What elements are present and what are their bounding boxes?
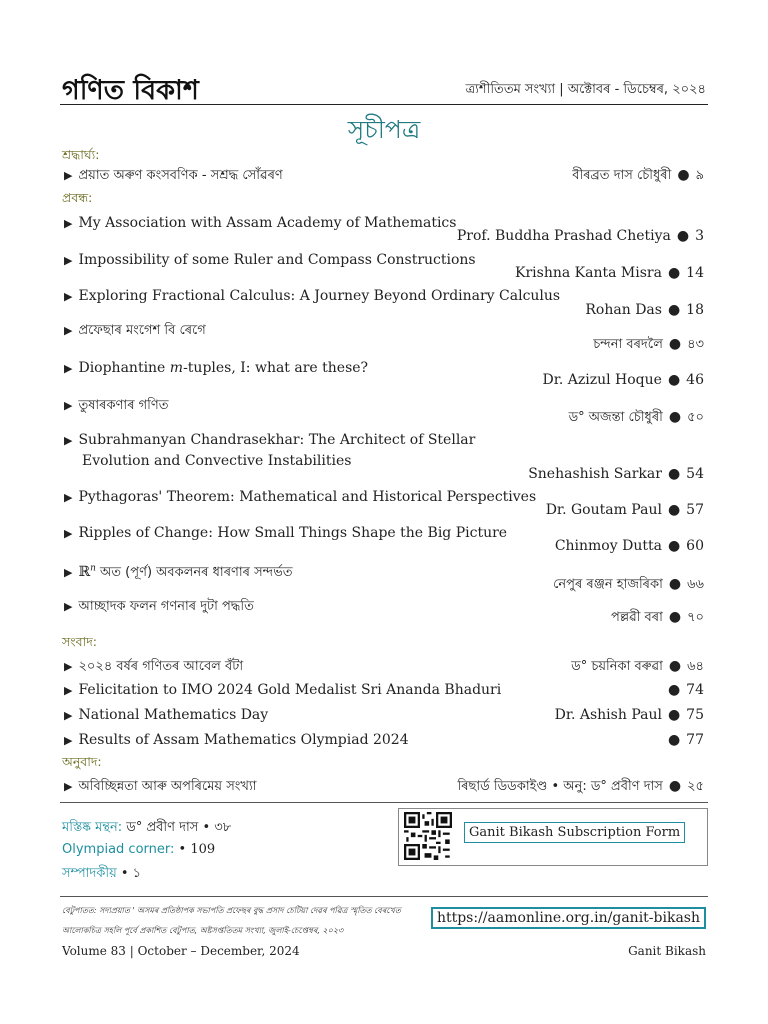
toc-entry-author: Dr. Azizul Hoque ● 46	[542, 372, 704, 388]
toc-entry-author: ● 77	[667, 732, 704, 748]
issue-info: ত্ৰ্যশীতিতম সংখ্যা | অক্টোবৰ - ডিচেম্বৰ, ২০২৪	[465, 82, 706, 97]
toc-entry-author: ৰিছাৰ্ড ডিডকাইণ্ড • অনু: ড° প্ৰবীণ দাস ● ২৫	[457, 778, 704, 794]
toc-entry-title[interactable]: ▶ প্ৰয়াত অৰুণ কংসবণিক - সশ্ৰদ্ধ সোঁৱৰণ	[64, 168, 283, 183]
toc-entry-author: Dr. Goutam Paul ● 57	[545, 502, 704, 518]
section-divider	[60, 802, 708, 803]
toc-entry-title[interactable]: ▶ Subrahmanyan Chandrasekhar: The Architect of Stellar	[64, 432, 476, 448]
footer-divider	[60, 896, 708, 897]
bullet-triangle-icon: ▶	[64, 709, 73, 722]
toc-entry-author: বীৰব্ৰত দাস চৌধুৰী ● ৯	[572, 167, 704, 183]
bullet-triangle-icon: ▶	[64, 290, 73, 303]
toc-entry-title[interactable]: ▶ Pythagoras' Theorem: Mathematical and Historical Perspectives	[64, 489, 537, 505]
cover-caption-line1: বেটুপাতত: সদ্যপ্ৰয়াত ' অসমৰ প্ৰতিষ্ঠাপক সভাপতি প্ৰফেছৰ বুদ্ধ প্ৰসাদ চেটিয়া দেৱৰ পৱিত্ৰ স্মৃতিত বেৰখেত	[62, 906, 401, 915]
journal-title: গণিত বিকাশ	[62, 75, 199, 106]
bullet-triangle-icon: ▶	[64, 217, 73, 230]
bullet-triangle-icon: ▶	[64, 324, 73, 337]
toc-entry-title-continuation: Evolution and Convective Instabilities	[82, 453, 352, 469]
bullet-triangle-icon: ▶	[64, 780, 73, 793]
footer-volume: Volume 83 | October – December, 2024	[62, 944, 300, 958]
section-heading-translation: অনুবাদ:	[62, 754, 102, 769]
toc-entry-author: Snehashish Sarkar ● 54	[528, 466, 704, 482]
brain-teaser-row[interactable]: মস্তিষ্ক মন্থন: ড° প্ৰবীণ দাস • ৩৮	[62, 820, 232, 835]
editorial-row[interactable]: সম্পাদকীয় • ১	[62, 866, 142, 881]
section-heading-articles: প্ৰবন্ধ:	[62, 190, 93, 205]
bullet-triangle-icon: ▶	[64, 566, 73, 579]
toc-entry-author: ড° চয়নিকা বৰুৱা ● ৬৪	[571, 658, 704, 674]
olympiad-corner-row[interactable]: Olympiad corner: • 109	[62, 842, 216, 857]
math-reals-symbol: ℝ	[78, 564, 91, 580]
toc-entry-title[interactable]: ▶ Results of Assam Mathematics Olympiad 2024	[64, 732, 409, 748]
toc-entry-title[interactable]: ▶ ℝ$^n$ অত (পূৰ্ণ) অবকলনৰ ধাৰণাৰ সন্দৰ্ভত	[64, 563, 293, 580]
toc-entry-title[interactable]: ▶ Ripples of Change: How Small Things Shape the Big Picture	[64, 525, 508, 541]
toc-entry-author: Prof. Buddha Prashad Chetiya ● 3	[456, 228, 704, 244]
toc-entry-author: নেপুৰ ৰঞ্জন হাজৰিকা ● ৬৬	[553, 576, 704, 592]
toc-entry-title[interactable]: ▶ Diophantine m-tuples, I: what are these?	[64, 360, 369, 376]
toc-entry-title[interactable]: ▶ Impossibility of some Ruler and Compass Constructions	[64, 252, 476, 268]
toc-entry-title[interactable]: ▶ প্ৰফেছাৰ মংগেশ বি ৰেগে	[64, 323, 206, 338]
header-divider	[60, 104, 708, 105]
bullet-triangle-icon: ▶	[64, 734, 73, 747]
subscription-form-link[interactable]: Ganit Bikash Subscription Form	[464, 822, 685, 843]
toc-entry-title[interactable]: ▶ National Mathematics Day	[64, 707, 269, 723]
toc-entry-author: Dr. Ashish Paul ● 75	[554, 707, 704, 723]
bullet-triangle-icon: ▶	[64, 684, 73, 697]
toc-entry-author: Krishna Kanta Misra ● 14	[515, 265, 704, 281]
website-url-link[interactable]: https://aamonline.org.in/ganit-bikash	[431, 907, 706, 929]
section-heading-tribute: শ্ৰদ্ধাৰ্ঘ্য:	[62, 147, 100, 162]
section-heading-news: সংবাদ:	[62, 634, 97, 649]
toc-entry-author: পল্লৱী বৰা ● ৭০	[611, 609, 704, 625]
toc-entry-title[interactable]: ▶ Felicitation to IMO 2024 Gold Medalist Sri Ananda Bhaduri	[64, 682, 502, 698]
toc-entry-title[interactable]: ▶ Exploring Fractional Calculus: A Journey Beyond Ordinary Calculus	[64, 288, 561, 304]
toc-entry-title[interactable]: ▶ My Association with Assam Academy of Mathematics	[64, 215, 457, 231]
math-variable: m	[169, 360, 184, 376]
toc-entry-author: চন্দনা বৰদলৈ ● ৪৩	[593, 336, 704, 352]
footer-journal-name: Ganit Bikash	[628, 944, 706, 958]
bullet-triangle-icon: ▶	[64, 527, 73, 540]
bullet-triangle-icon: ▶	[64, 660, 73, 673]
toc-entry-author: ড° অজন্তা চৌধুৰী ● ৫০	[568, 409, 704, 425]
qr-code-icon[interactable]	[404, 812, 452, 860]
bullet-triangle-icon: ▶	[64, 362, 73, 375]
toc-entry-author: Chinmoy Dutta ● 60	[554, 538, 704, 554]
bullet-triangle-icon: ▶	[64, 491, 73, 504]
bullet-triangle-icon: ▶	[64, 254, 73, 267]
cover-caption-line2: আলোকচিত্ৰ সহলি পূৰ্বে প্ৰকাশিত বেটুপাত, অষ্টসপ্ততিতম সংখ্যা, জুলাই-চেপ্তেম্বৰ, ২০২৩	[62, 926, 344, 935]
bullet-triangle-icon: ▶	[64, 434, 73, 447]
toc-entry-title[interactable]: ▶ আচ্ছাদক ফলন গণনাৰ দুটা পদ্ধতি	[64, 599, 254, 614]
bullet-triangle-icon: ▶	[64, 169, 73, 182]
toc-entry-title[interactable]: ▶ অবিচ্ছিন্নতা আৰু অপৰিমেয় সংখ্যা	[64, 779, 257, 794]
toc-entry-title[interactable]: ▶ তুষাৰকণাৰ গণিত	[64, 398, 169, 413]
bullet-triangle-icon: ▶	[64, 399, 73, 412]
toc-title: সূচীপত্ৰ	[347, 115, 421, 144]
toc-entry-author: ● 74	[667, 682, 704, 698]
toc-entry-title[interactable]: ▶ ২০২৪ বৰ্ষৰ গণিতৰ আবেল বঁটা	[64, 659, 244, 674]
toc-entry-author: Rohan Das ● 18	[585, 302, 704, 318]
bullet-triangle-icon: ▶	[64, 600, 73, 613]
